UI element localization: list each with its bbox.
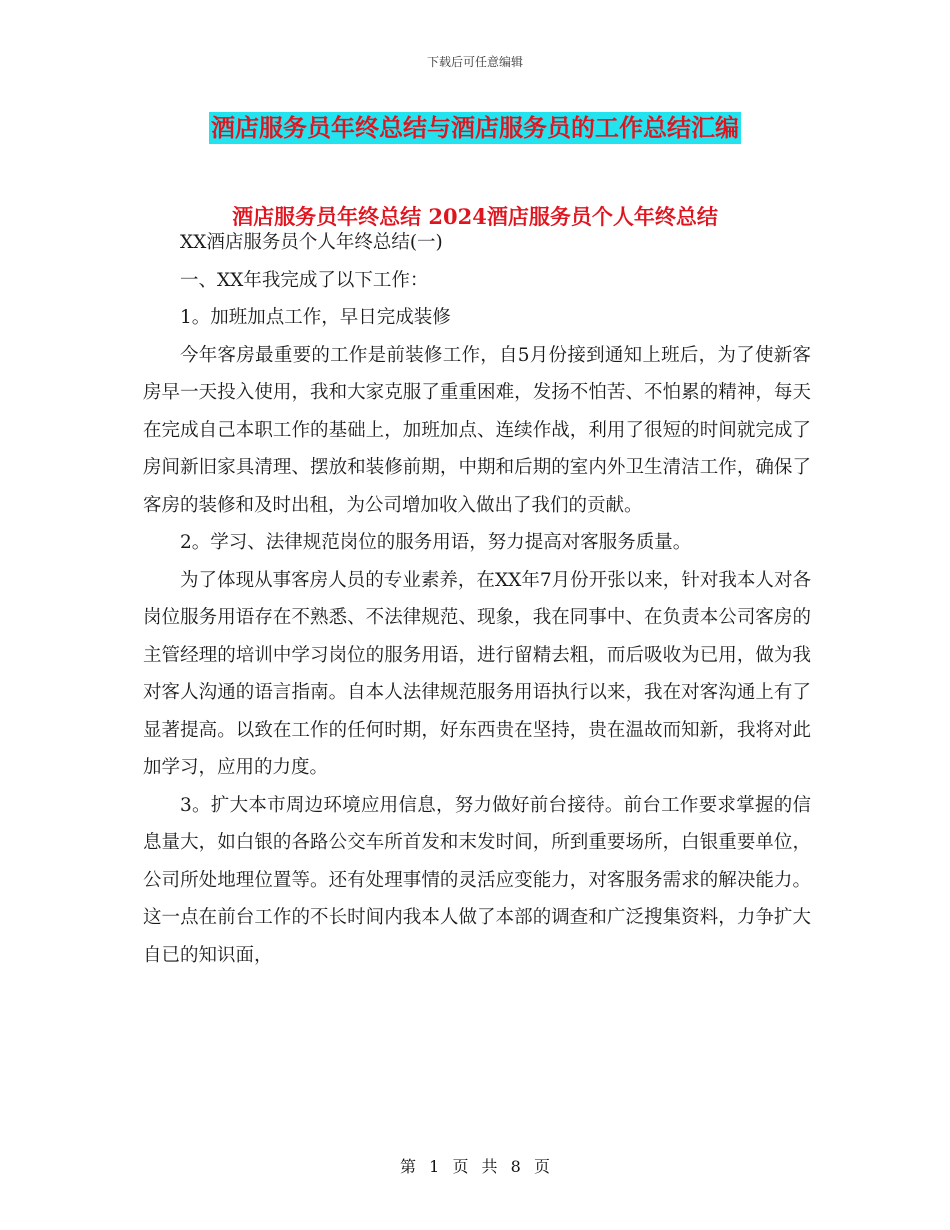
paragraph: 一、XX年我完成了以下工作： bbox=[180, 269, 429, 291]
paragraph: XX酒店服务员个人年终总结(一) bbox=[180, 232, 443, 253]
sub-title: 酒店服务员年终总结 2024酒店服务员个人年终总结 bbox=[232, 204, 718, 229]
paragraph: 3。扩大本市周边环境应用信息，努力做好前台接待。前台工作要求掌握的信息量大，如白银的各路公交车所首发和末发时间，所到重要场所，白银重要单位，公司所处地理位置等。还有处理事情的灵活应变能力，对客服务需求的解决能力。这一点在前台工作的不长时间内我本人做了本部的调查和广泛搜集资料，力争扩大自已的知识面， bbox=[143, 794, 811, 966]
page-header: 下载后可任意编辑 bbox=[426, 55, 523, 69]
footer-label-page: 第 bbox=[400, 1157, 417, 1176]
footer-label-unit-2: 页 bbox=[533, 1157, 550, 1176]
footer-label-total: 共 bbox=[481, 1157, 498, 1176]
paragraph: 为了体现从事客房人员的专业素养，在XX年7月份开张以来，针对我本人对各岗位服务用语存在不熟悉、不法律规范、现象，我在同事中、在负责本公司客房的主管经理的培训中学习岗位的服务用语，进行留精去粗，而后吸收为已用，做为我对客人沟通的语言指南。自本人法律规范服务用语执行以来，我在对客沟通上有了显著提高。以致在工作的任何时期，好东西贵在坚持，贵在温故而知新，我将对此加学习，应用的力度。 bbox=[143, 569, 811, 778]
paragraph: 今年客房最重要的工作是前装修工作，自5月份接到通知上班后，为了使新客房早一天投入使用，我和大家克服了重重困难，发扬不怕苦、不怕累的精神，每天在完成自己本职工作的基础上，加班加点、连续作战，利用了很短的时间就完成了房间新旧家具清理、摆放和装修前期，中期和后期的室内外卫生清洁工作，确保了客房的装修和及时出租，为公司增加收入做出了我们的贡献。 bbox=[143, 344, 811, 516]
total-page-number: 8 bbox=[510, 1157, 521, 1176]
page-footer bbox=[0, 1154, 950, 1177]
main-title-container bbox=[0, 112, 950, 144]
paragraph: 2。学习、法律规范岗位的服务用语，努力提高对客服务质量。 bbox=[180, 532, 692, 553]
main-title: 酒店服务员年终总结与酒店服务员的工作总结汇编 bbox=[211, 113, 739, 142]
footer-label-unit: 页 bbox=[452, 1157, 469, 1176]
paragraph: 1。加班加点工作，早日完成装修 bbox=[180, 307, 451, 328]
document-body bbox=[143, 224, 811, 974]
current-page-number: 1 bbox=[429, 1157, 440, 1176]
